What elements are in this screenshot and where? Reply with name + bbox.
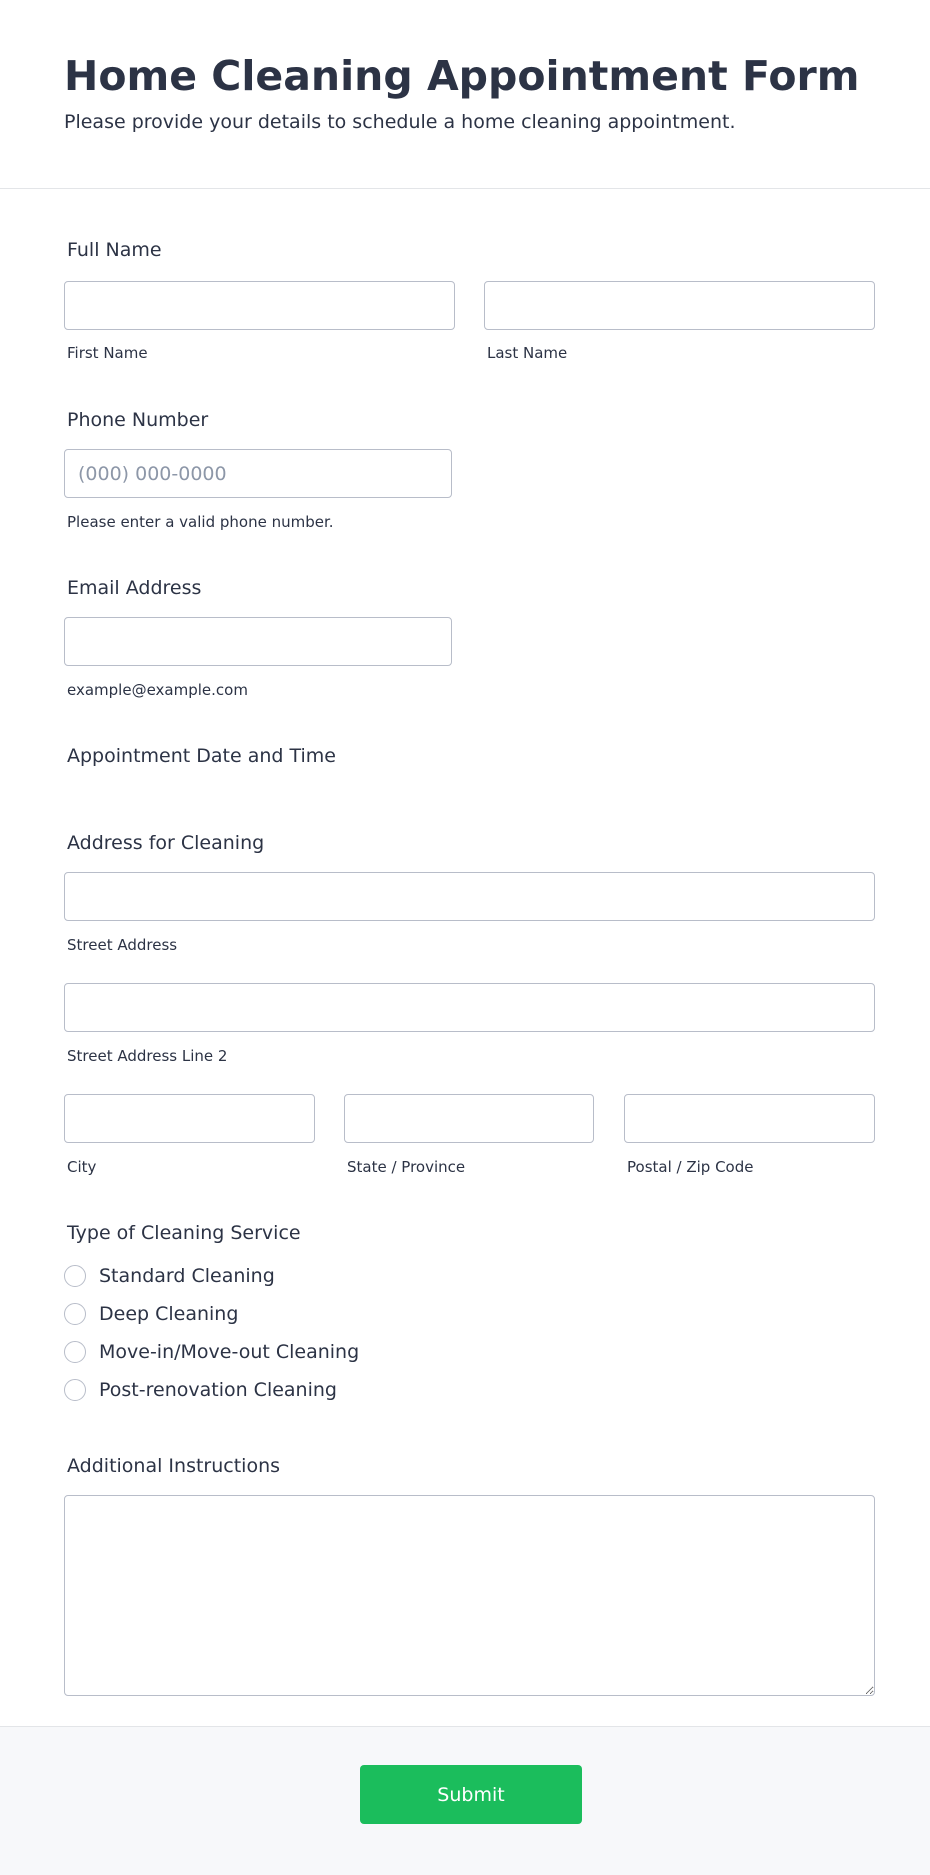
additional-instructions-label: Additional Instructions bbox=[67, 1455, 281, 1477]
radio-move-in-move-out-cleaning[interactable] bbox=[64, 1339, 359, 1365]
radio-button[interactable] bbox=[64, 1303, 86, 1325]
radio-standard-cleaning[interactable] bbox=[64, 1263, 275, 1289]
additional-instructions-textarea[interactable] bbox=[64, 1495, 875, 1696]
radio-label[interactable]: Deep Cleaning bbox=[99, 1303, 239, 1325]
radio-label[interactable]: Standard Cleaning bbox=[99, 1265, 275, 1287]
email-address-sublabel: example@example.com bbox=[67, 681, 248, 699]
postal-zip-sublabel: Postal / Zip Code bbox=[627, 1158, 754, 1176]
postal-zip-input[interactable] bbox=[624, 1094, 875, 1143]
street-address-input[interactable] bbox=[64, 872, 875, 921]
radio-deep-cleaning[interactable] bbox=[64, 1301, 238, 1327]
first-name-sublabel: First Name bbox=[67, 344, 148, 362]
radio-button[interactable] bbox=[64, 1379, 86, 1401]
address-label: Address for Cleaning bbox=[67, 832, 265, 854]
radio-label[interactable]: Post-renovation Cleaning bbox=[99, 1379, 337, 1401]
street-address-sublabel: Street Address bbox=[67, 936, 178, 954]
email-address-input[interactable] bbox=[64, 617, 452, 666]
state-province-sublabel: State / Province bbox=[347, 1158, 466, 1176]
first-name-input[interactable] bbox=[64, 281, 455, 330]
submit-button[interactable]: Submit bbox=[360, 1765, 582, 1824]
last-name-input[interactable] bbox=[484, 281, 875, 330]
cleaning-service-label: Type of Cleaning Service bbox=[67, 1222, 301, 1244]
form-header bbox=[0, 0, 930, 189]
radio-button[interactable] bbox=[64, 1341, 86, 1363]
state-province-input[interactable] bbox=[344, 1094, 594, 1143]
last-name-sublabel: Last Name bbox=[487, 344, 568, 362]
phone-number-input[interactable] bbox=[64, 449, 452, 498]
form-title: Home Cleaning Appointment Form bbox=[64, 52, 860, 100]
email-address-label: Email Address bbox=[67, 577, 202, 599]
phone-number-label: Phone Number bbox=[67, 409, 209, 431]
phone-number-sublabel: Please enter a valid phone number. bbox=[67, 513, 334, 531]
form-footer bbox=[0, 1726, 930, 1875]
street-address-line2-input[interactable] bbox=[64, 983, 875, 1032]
city-input[interactable] bbox=[64, 1094, 315, 1143]
city-sublabel: City bbox=[67, 1158, 97, 1176]
radio-post-renovation-cleaning[interactable] bbox=[64, 1377, 337, 1403]
form-subtitle: Please provide your details to schedule a home cleaning appointment. bbox=[64, 111, 736, 133]
full-name-label: Full Name bbox=[67, 239, 162, 261]
radio-button[interactable] bbox=[64, 1265, 86, 1287]
appointment-date-time-label: Appointment Date and Time bbox=[67, 745, 336, 767]
radio-label[interactable]: Move-in/Move-out Cleaning bbox=[99, 1341, 360, 1363]
street-address-line2-sublabel: Street Address Line 2 bbox=[67, 1047, 228, 1065]
